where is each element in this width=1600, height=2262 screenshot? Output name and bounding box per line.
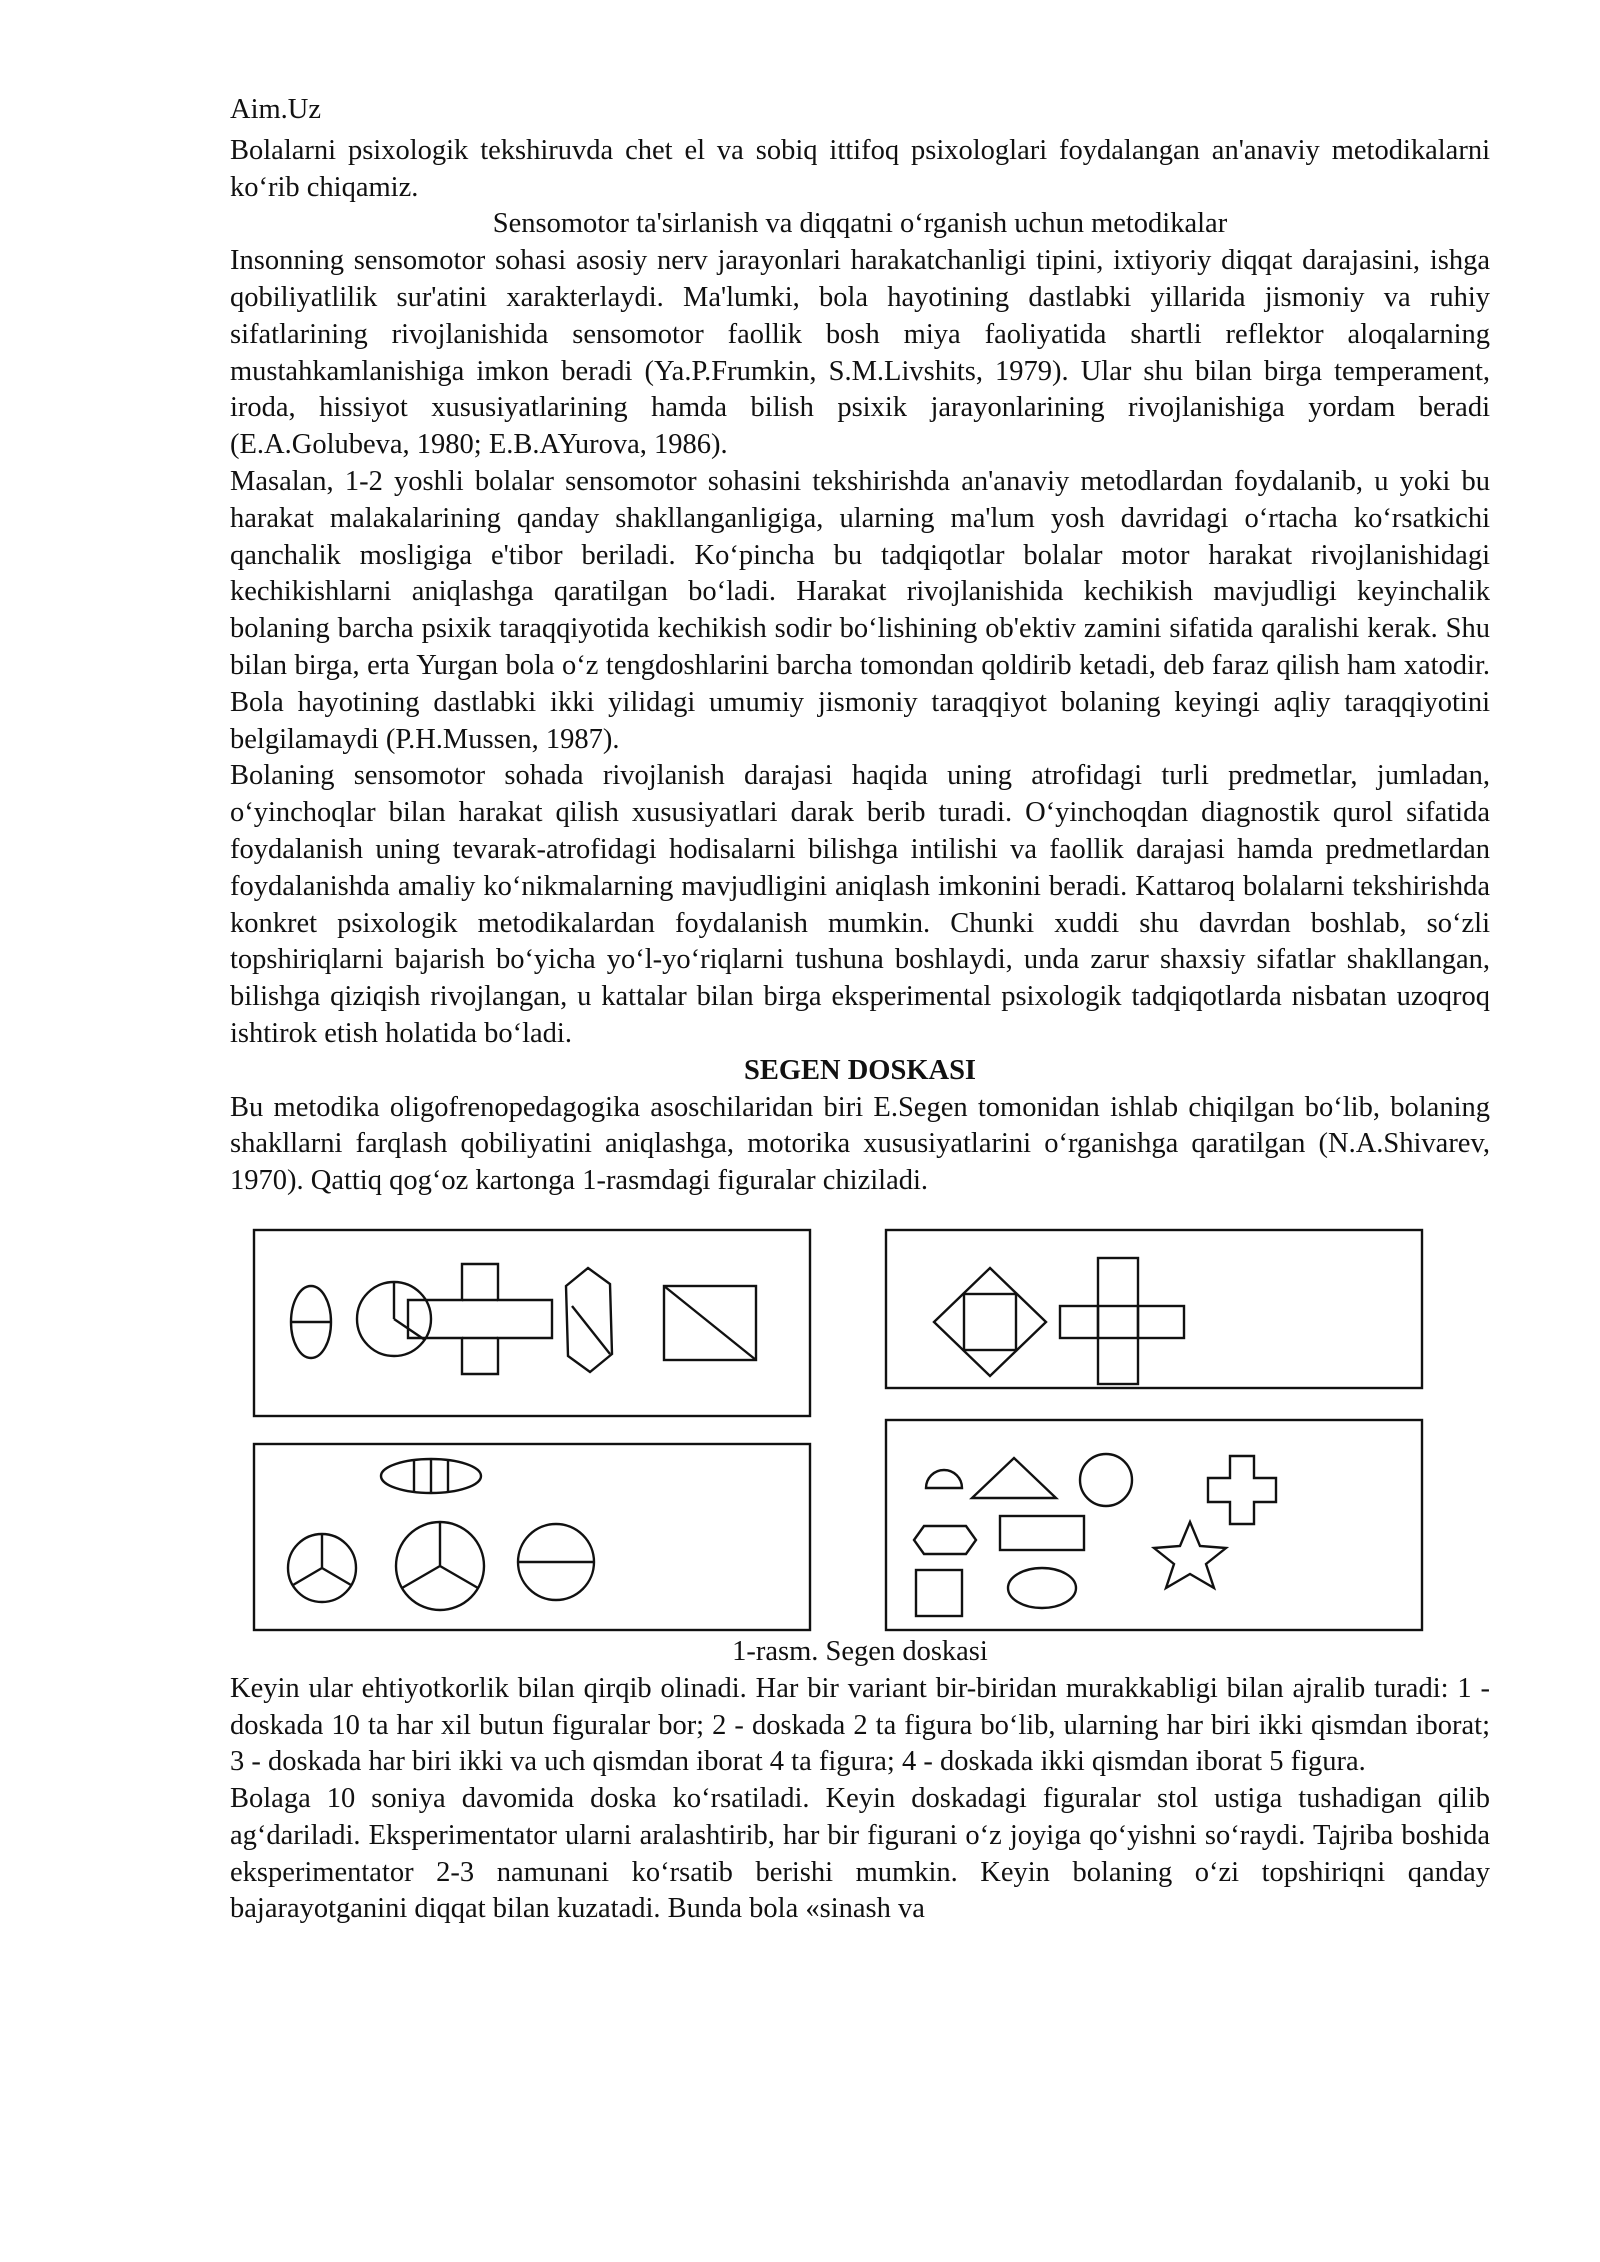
board-3 — [254, 1444, 810, 1630]
section-subtitle: Sensomotor ta'sirlanish va diqqatni o‘rganish uchun metodikalar — [492, 208, 1228, 240]
figure-caption: 1-rasm. Segen doskasi — [732, 1635, 988, 1667]
paragraph-procedure: Bolaga 10 soniya davomida doska ko‘rsatiladi. Keyin doskadagi figuralar stol ustiga tushadigan qilib ag‘dariladi. Eksperimentator ularni aralashtirib, har bir figurani o‘z joyiga qo‘yishni so‘raydi. Tajriba boshida eksperimentator 2-3 namunani ko‘rsatib berishi mumkin. Keyin bolaning o‘zi topshiriqni qanday bajarayotganini diqqat bilan kuzatadi. Bunda bola «sinash va — [230, 1783, 1490, 1925]
page-header: Aim.Uz — [230, 94, 322, 125]
board-1 — [254, 1230, 810, 1416]
paragraph-variants: Keyin ular ehtiyotkorlik bilan qirqib olinadi. Har bir variant bir-biridan murakkabligi bilan ajralib turadi: 1 - doskada 10 ta har xil butun figuralar bor; 2 - doskada 2 ta figura bo‘lib, ularning har biri ikki qismdan iborat; 3 - doskada har biri ikki va uch qismdan iborat 4 ta figura; 4 - doskada ikki qismdan iborat 5 figura. — [230, 1672, 1490, 1778]
paragraph-example: Masalan, 1-2 yoshli bolalar sensomotor sohasini tekshirishda an'anaviy metodlardan foydalanib, u yoki bu harakat malakalarining qanday shakllanganligiga, ularning ma'lum yosh davridagi o‘rtacha ko‘rsatkichi qanchalik mosligiga e'tibor beriladi. Ko‘pincha bu tadqiqotlar bolalar motor harakat rivojlanishidagi kechikishlarni aniqlashga qaratilgan bo‘ladi. Harakat rivojlanishida kechikish mavjudligi keyinchalik bolaning barcha psixik taraqqiyotida kechikish sodir bo‘lishining ob'ektiv zamini sifatida qaralishi kerak. Shu bilan birga, erta Yurgan bola o‘z tengdoshlarini barcha tomondan qoldirib ketadi, deb faraz qilish ham xatodir. Bola hayotining dastlabki ikki yilidagi umumiy jismoniy taraqqiyot bolaning keyingi aqliy taraqqiyotini belgilamaydi (P.H.Mussen, 1987). — [230, 465, 1490, 755]
paragraph-sensomotor: Insonning sensomotor sohasi asosiy nerv jarayonlari harakatchanligi tipini, ixtiyoriy diqqat darajasini, ishga qobiliyatlilik sur'atini xarakterlaydi. Ma'lumki, bola hayotining dastlabki yillarida jismoniy va ruhiy sifatlarining rivojlanishida sensomotor faollik bosh miya faoliyatida shartli reflektor aloqalarning mustahkamlanishiga imkon beradi (Ya.P.Frumkin, S.M.Livshits, 1979). Ular shu bilan birga temperament, iroda, hissiyot xususiyatlarining hamda bilish psixik jarayonlarining rivojlanishiga yordam beradi (E.A.Golubeva, 1980; E.B.AYurova, 1986). — [230, 245, 1490, 461]
segen-board-drawing — [230, 1222, 1490, 1634]
document-page — [230, 92, 1490, 1928]
section-heading: SEGEN DOSKASI — [743, 1054, 977, 1086]
board-2 — [886, 1230, 1422, 1388]
paragraph-intro: Bolalarni psixologik tekshiruvda chet el va sobiq ittifoq psixologlari foydalangan an'anaviy metodikalarni ko‘rib chiqamiz. — [230, 134, 1490, 203]
board-4 — [886, 1420, 1422, 1630]
paragraph-method: Bu metodika oligofrenopedagogika asoschilaridan biri E.Segen tomonidan ishlab chiqilgan bo‘lib, bolaning shakllarni farqlash qobiliyatini aniqlashga, motorika xususiyatlarini o‘rganishga qaratilgan (N.A.Shivarev, 1970). Qattiq qog‘oz kartonga 1-rasmdagi figuralar chiziladi. — [230, 1091, 1490, 1197]
paragraph-toys: Bolaning sensomotor sohada rivojlanish darajasi haqida uning atrofidagi turli predmetlar, jumladan, o‘yinchoqlar bilan harakat qilish xususiyatlari darak berib turadi. O‘yinchoqdan diagnostik qurol sifatida foydalanish uning tevarak-atrofidagi hodisalarni bilishga intilishi va faollik darajasi hamda predmetlardan foydalanishda amaliy ko‘nikmalarning mavjudligini aniqlash imkonini beradi. Kattaroq bolalarni tekshirishda konkret psixologik metodikalardan foydalanish mumkin. Chunki xuddi shu davrdan boshlab, so‘zli topshiriqlarni bajarish bo‘yicha yo‘l-yo‘riqlarni tushuna boshlaydi, unda zarur shaxsiy sifatlar shakllangan, bilishga qiziqish rivojlangan, u kattalar bilan birga eksperimental psixologik tadqiqotlarda nisbatan uzoqroq ishtirok etish holatida bo‘ladi. — [230, 760, 1490, 1049]
segen-board-figure — [230, 1222, 1490, 1634]
